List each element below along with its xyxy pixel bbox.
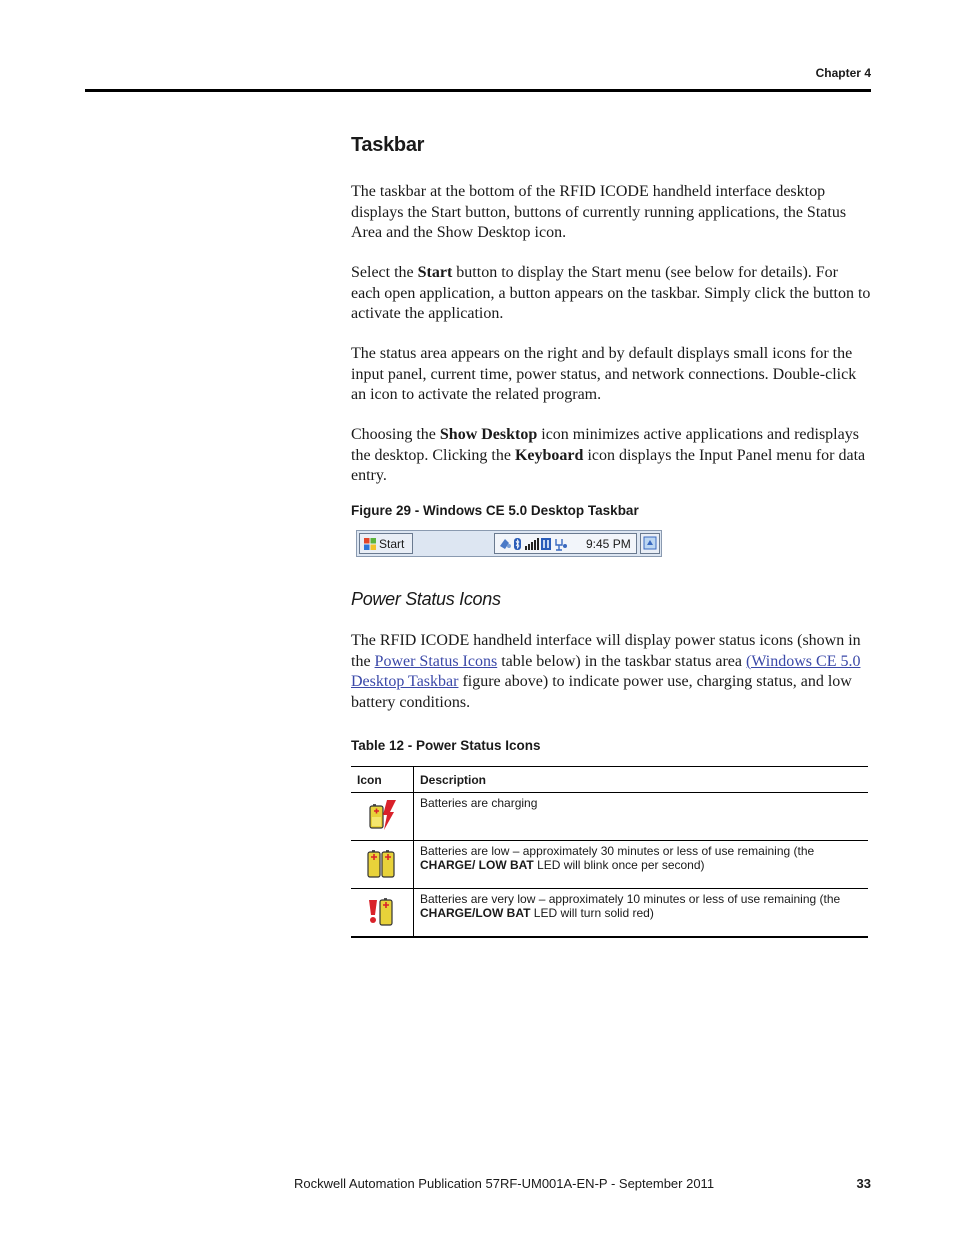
network-icon — [556, 539, 567, 550]
paragraph-power-status — [351, 631, 871, 713]
keyboard-keyword: Keyboard — [514, 446, 584, 464]
status-tray — [494, 533, 637, 554]
chapter-label: Chapter 4 — [815, 66, 871, 80]
paragraph-intro: The taskbar at the bottom of the RFID ICODE handheld interface desktop displays the Start button, buttons of currently running applications, the Status Area and the Show Desktop icon. — [351, 183, 847, 241]
start-keyword: Start — [417, 264, 453, 281]
taskbar-figure — [356, 530, 662, 557]
header-rule — [85, 89, 871, 92]
col-description-header: Description — [414, 767, 869, 793]
desktop-taskbar-link[interactable]: (Windows CE 5.0 Desktop Taskbar — [351, 652, 861, 690]
icon-cell — [351, 793, 414, 841]
clock-time: 9:45 PM — [586, 537, 631, 551]
input-panel-icon — [500, 539, 511, 549]
tray-icons — [497, 534, 585, 553]
col-icon-header: Icon — [351, 767, 414, 793]
battery-low-icon — [365, 846, 399, 880]
text: figure above) to indicate power use, charging status, and low battery conditions. — [351, 673, 852, 711]
publication-footer: Rockwell Automation Publication 57RF-UM001A-EN-P - September 2011 — [294, 1176, 715, 1191]
bluetooth-icon — [514, 538, 521, 550]
text: Select the — [351, 264, 418, 281]
text: Batteries are very low – approximately 10 minutes or less of use remaining (the — [420, 892, 841, 906]
description-cell — [414, 841, 869, 889]
page-number: 33 — [856, 1176, 871, 1191]
paragraph-start — [351, 263, 871, 325]
paragraph-show-desktop — [351, 425, 871, 487]
icon-cell — [351, 841, 414, 889]
start-button — [359, 533, 413, 554]
power-status-table — [351, 766, 868, 938]
signal-strength-icon — [525, 538, 539, 550]
text: The RFID ICODE handheld interface will display power status icons (shown in the — [351, 632, 861, 670]
description-cell — [414, 889, 869, 938]
table-row — [351, 889, 868, 938]
text: icon minimizes active applications and redisplays the desktop. Clicking the — [351, 426, 859, 464]
battery-very-low-icon — [365, 894, 399, 928]
led-label: CHARGE/LOW BAT — [420, 906, 531, 920]
battery-icon — [541, 538, 551, 550]
text: LED will blink once per second) — [533, 858, 705, 872]
power-status-icons-link[interactable]: Power Status Icons — [374, 652, 498, 670]
text: button to display the Start menu (see below for details). For each open application, a button appears on the taskbar. Simply click the button to activate the application. — [351, 264, 871, 322]
text: table below) in the taskbar status area — [497, 652, 746, 670]
windows-logo-icon — [363, 537, 377, 551]
table-row — [351, 793, 868, 841]
desktop-icon — [641, 534, 659, 553]
paragraph-status-area: The status area appears on the right and by default displays small icons for the input panel, current time, power status, and network connections. Double-click an icon to activate the related program. — [351, 345, 857, 403]
text: LED will turn solid red) — [530, 906, 654, 920]
section-title: Taskbar — [351, 134, 425, 156]
icon-cell — [351, 889, 414, 938]
battery-charging-icon — [365, 798, 399, 832]
figure-caption: Figure 29 - Windows CE 5.0 Desktop Taskbar — [351, 503, 639, 518]
table-header-row — [351, 767, 868, 793]
table-row — [351, 841, 868, 889]
power-status-heading: Power Status Icons — [351, 589, 501, 609]
show-desktop-keyword: Show Desktop — [439, 426, 538, 443]
led-label: CHARGE/ LOW BAT — [420, 858, 534, 872]
description-cell: Batteries are charging — [414, 793, 869, 841]
table-caption: Table 12 - Power Status Icons — [351, 738, 541, 753]
show-desktop-icon — [640, 533, 660, 554]
text: Choosing the — [351, 426, 440, 443]
start-label: Start — [379, 536, 405, 551]
text: Batteries are low – approximately 30 minutes or less of use remaining (the — [420, 844, 815, 858]
text: icon displays the Input Panel menu for data entry. — [351, 446, 866, 484]
